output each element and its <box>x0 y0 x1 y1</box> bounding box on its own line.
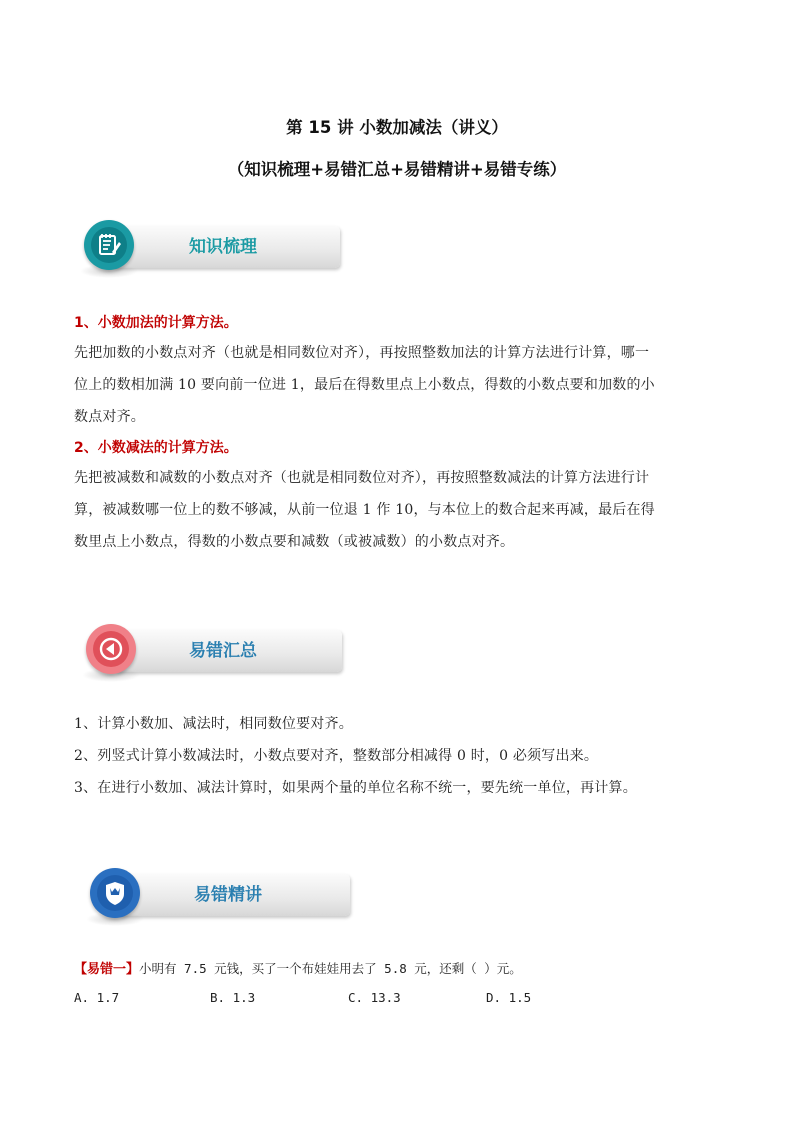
paragraph-line: 数点对齐。 <box>74 409 145 425</box>
heading-subtraction: 2、小数减法的计算方法。 <box>74 440 238 456</box>
paragraph-line: 先把被减数和减数的小数点对齐（也就是相同数位对齐），再按照整数减法的计算方法进行计 <box>74 470 650 486</box>
section-banner-knowledge <box>74 218 346 288</box>
page-title: 第 15 讲 小数加减法（讲义） <box>286 118 508 137</box>
notepad-pencil-icon <box>84 220 134 270</box>
question-tag: 【易错一】 <box>74 962 140 977</box>
section-banner-errors-explained <box>80 866 356 936</box>
paragraph-line: 先把加数的小数点对齐（也就是相同数位对齐），再按照整数加法的计算方法进行计算，哪一 <box>74 345 650 361</box>
page-subtitle: （知识梳理+易错汇总+易错精讲+易错专练） <box>227 160 567 179</box>
paragraph-subtraction <box>74 462 734 558</box>
option-c[interactable]: C. 13.3 <box>348 990 401 1005</box>
section-label-errors-summary: 易错汇总 <box>189 641 257 661</box>
list-item: 1、计算小数加、减法时，相同数位要对齐。 <box>74 716 353 732</box>
section-banner-errors-summary <box>76 622 348 692</box>
paragraph-line: 位上的数相加满 10 要向前一位进 1，最后在得数里点上小数点，得数的小数点要和加数的小 <box>74 377 655 393</box>
option-d[interactable]: D. 1.5 <box>486 990 532 1005</box>
shield-crown-icon <box>90 868 140 918</box>
errors-summary-list <box>74 708 754 804</box>
paragraph-line: 数里点上小数点，得数的小数点要和减数（或被减数）的小数点对齐。 <box>74 534 515 550</box>
list-item: 2、列竖式计算小数减法时，小数点要对齐，整数部分相减得 0 时，0 必须写出来。 <box>74 748 599 764</box>
question-1 <box>74 958 522 977</box>
list-item: 3、在进行小数加、减法计算时，如果两个量的单位名称不统一，要先统一单位，再计算。 <box>74 780 637 796</box>
heading-addition: 1、小数加法的计算方法。 <box>74 315 238 331</box>
section-label-errors-explained: 易错精讲 <box>194 885 262 905</box>
question-text: 小明有 7.5 元钱，买了一个布娃娃用去了 5.8 元，还剩（ ）元。 <box>139 961 522 976</box>
option-a[interactable]: A. 1.7 <box>74 990 120 1005</box>
paragraph-line: 算，被减数哪一位上的数不够减，从前一位退 1 作 10，与本位上的数合起来再减，最后在得 <box>74 502 655 518</box>
option-b[interactable]: B. 1.3 <box>210 990 256 1005</box>
paragraph-addition <box>74 337 734 433</box>
back-arrow-icon <box>86 624 136 674</box>
section-label-knowledge: 知识梳理 <box>189 237 257 257</box>
